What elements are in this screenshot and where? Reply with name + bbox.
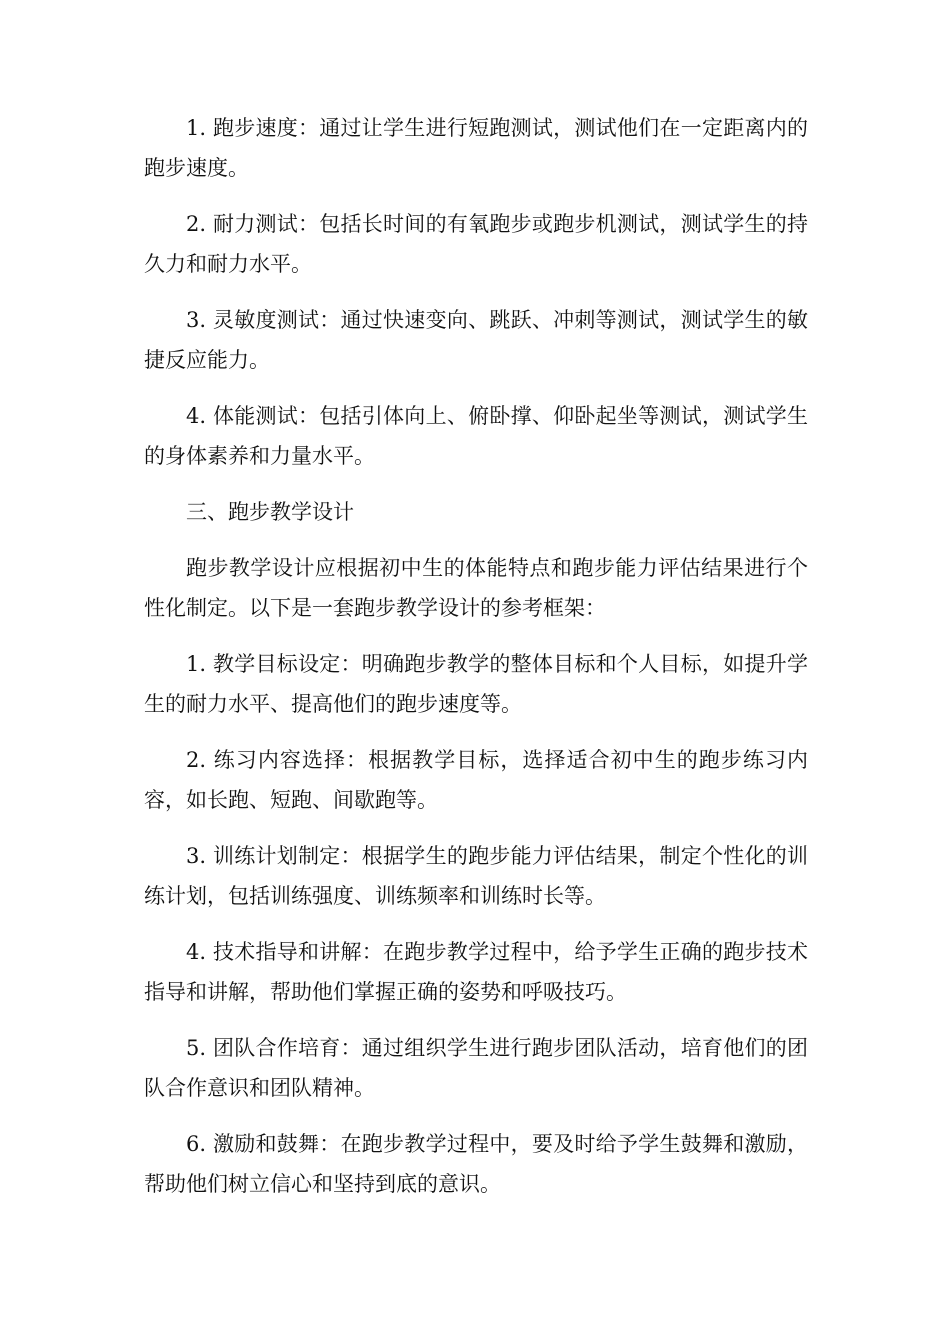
design-item-training-plan: 3. 训练计划制定：根据学生的跑步能力评估结果，制定个性化的训练计划，包括训练强度、训练频率和训练时长等。 [144,844,808,908]
document-body [144,108,808,1220]
test-item-agility: 3. 灵敏度测试：通过快速变向、跳跃、冲刺等测试，测试学生的敏捷反应能力。 [144,308,808,372]
test-item-fitness: 4. 体能测试：包括引体向上、俯卧撑、仰卧起坐等测试，测试学生的身体素养和力量水平。 [144,404,808,468]
test-item-running-speed: 1. 跑步速度：通过让学生进行短跑测试，测试他们在一定距离内的跑步速度。 [144,116,808,180]
section-heading: 三、跑步教学设计 [186,500,354,524]
design-item-content-selection: 2. 练习内容选择：根据教学目标，选择适合初中生的跑步练习内容，如长跑、短跑、间歇跑等。 [144,748,808,812]
design-item-goal-setting: 1. 教学目标设定：明确跑步教学的整体目标和个人目标，如提升学生的耐力水平、提高他们的跑步速度等。 [144,652,808,716]
design-item-teamwork: 5. 团队合作培育：通过组织学生进行跑步团队活动，培育他们的团队合作意识和团队精神。 [144,1036,808,1100]
design-item-technique-guidance: 4. 技术指导和讲解：在跑步教学过程中，给予学生正确的跑步技术指导和讲解，帮助他们掌握正确的姿势和呼吸技巧。 [144,940,808,1004]
design-item-encouragement: 6. 激励和鼓舞：在跑步教学过程中，要及时给予学生鼓舞和激励，帮助他们树立信心和坚持到底的意识。 [144,1132,808,1196]
section-intro: 跑步教学设计应根据初中生的体能特点和跑步能力评估结果进行个性化制定。以下是一套跑步教学设计的参考框架： [144,556,808,620]
test-item-endurance: 2. 耐力测试：包括长时间的有氧跑步或跑步机测试，测试学生的持久力和耐力水平。 [144,212,808,276]
